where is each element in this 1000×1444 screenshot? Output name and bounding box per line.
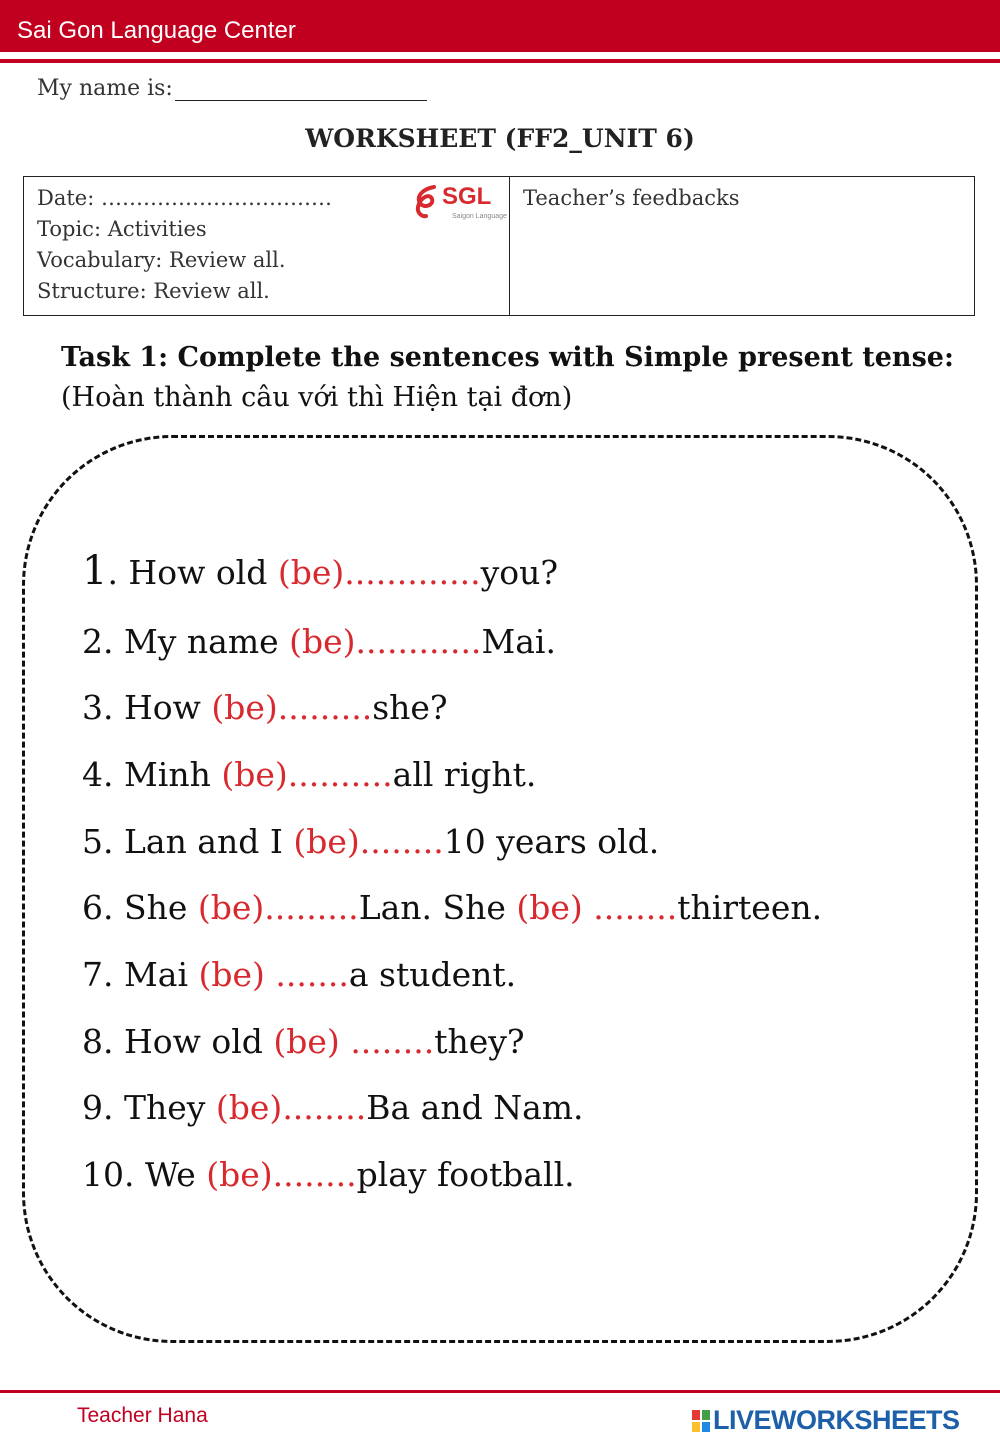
question-7: 7. Mai (be) .......a student.	[82, 955, 517, 994]
answer-blank[interactable]: .......	[275, 955, 349, 994]
question-2: 2. My name (be)............Mai.	[82, 622, 556, 661]
answer-blank[interactable]: ........	[359, 822, 444, 861]
question-3: 3. How (be).........she?	[82, 688, 448, 727]
answer-blank[interactable]: ............	[355, 622, 482, 661]
answer-blank[interactable]: ........	[272, 1155, 357, 1194]
answer-blank-2[interactable]: (be) ........	[516, 888, 678, 927]
sgl-logo	[412, 183, 508, 223]
liveworksheets-icon	[692, 1410, 710, 1432]
question-10: 10. We (be)........play football.	[82, 1155, 575, 1194]
worksheet-title: WORKSHEET (FF2_UNIT 6)	[305, 124, 695, 153]
question-5: 5. Lan and I (be)........10 years old.	[82, 822, 660, 861]
question-4: 4. Minh (be)..........all right.	[82, 755, 537, 794]
question-number: 5	[82, 822, 103, 861]
question-8: 8. How old (be) ........they?	[82, 1022, 525, 1061]
question-1: 1. How old (be).............you?	[82, 548, 559, 594]
answer-blank[interactable]: ..........	[287, 755, 393, 794]
verb-hint: (be)	[197, 888, 265, 927]
vocabulary-line: Vocabulary: Review all.	[37, 248, 286, 272]
teacher-feedback-label: Teacher’s feedbacks	[523, 186, 740, 210]
liveworksheets-logo	[692, 1405, 960, 1436]
verb-hint: (be)	[221, 755, 288, 794]
question-6: 6. She (be).........Lan. She (be) ........thirteen.	[82, 888, 823, 927]
footer-teacher: Teacher Hana	[77, 1404, 208, 1427]
info-table	[23, 176, 975, 316]
task-title: Task 1: Complete the sentences with Simple present tense:	[61, 342, 954, 373]
question-9: 9. They (be)........Ba and Nam.	[82, 1088, 584, 1127]
name-label: My name is:	[37, 76, 173, 101]
verb-hint: (be)	[293, 822, 360, 861]
name-blank[interactable]	[175, 76, 427, 101]
verb-hint: (be)	[206, 1155, 273, 1194]
verb-hint: (be)	[277, 553, 345, 592]
answer-blank[interactable]: .........	[264, 888, 359, 927]
question-number: 3	[82, 688, 103, 727]
date-line: Date: ……………………………	[37, 186, 332, 210]
question-number: 8	[82, 1022, 103, 1061]
verb-hint: (be)	[211, 688, 278, 727]
liveworksheets-text: LIVEWORKSHEETS	[713, 1405, 960, 1435]
question-number: 1	[82, 548, 108, 594]
question-number: 2	[82, 622, 103, 661]
question-number: 4	[82, 755, 103, 794]
question-number: 10	[82, 1155, 124, 1194]
info-left-cell	[24, 177, 510, 315]
task-note: (Hoàn thành câu với thì Hiện tại đơn)	[61, 382, 573, 413]
topic-line: Topic: Activities	[37, 217, 207, 241]
question-number: 7	[82, 955, 103, 994]
header-title: Sai Gon Language Center	[17, 17, 296, 44]
answer-blank[interactable]: .............	[344, 553, 481, 592]
answer-blank[interactable]: ........	[282, 1088, 367, 1127]
task-instruction	[61, 338, 979, 418]
question-number: 6	[82, 888, 103, 927]
verb-hint: (be)	[198, 955, 276, 994]
footer-divider	[0, 1390, 1000, 1393]
name-row	[37, 76, 427, 101]
answer-blank[interactable]: .........	[277, 688, 373, 727]
header-divider	[0, 59, 1000, 63]
question-number: 9	[82, 1088, 103, 1127]
verb-hint: (be)	[289, 622, 356, 661]
verb-hint: (be)	[273, 1022, 351, 1061]
logo-text: SGL	[442, 183, 492, 210]
answer-blank[interactable]: ........	[350, 1022, 435, 1061]
verb-hint: (be)	[215, 1088, 283, 1127]
logo-subtext: Saigon Language	[452, 213, 507, 220]
sgl-swirl-icon	[412, 183, 442, 219]
structure-line: Structure: Review all.	[37, 279, 270, 303]
